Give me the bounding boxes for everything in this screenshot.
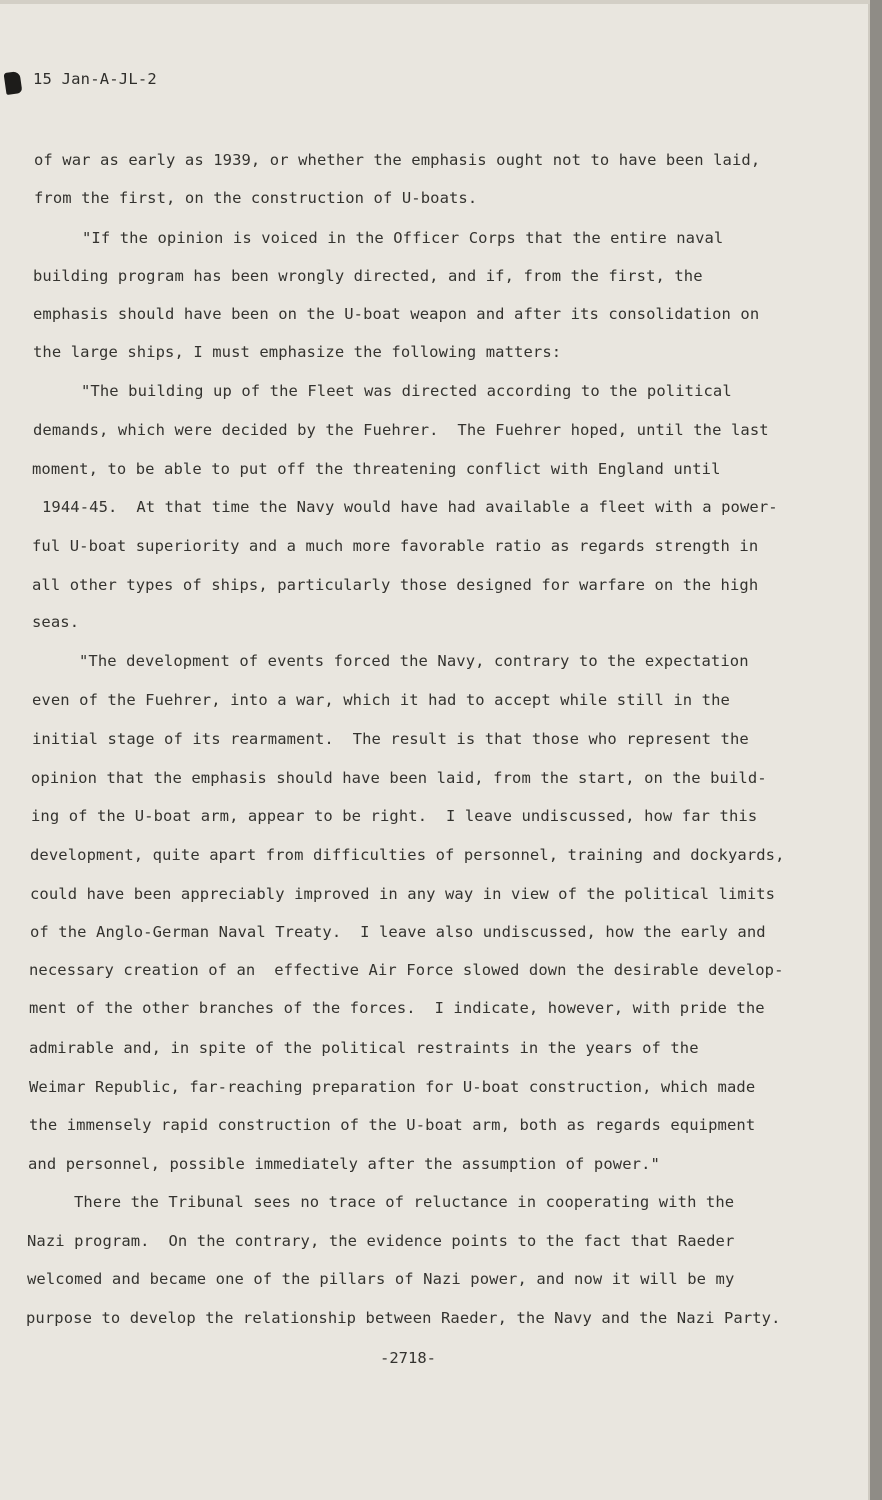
text-line: demands, which were decided by the Fuehrer. The Fuehrer hoped, until the last	[33, 421, 769, 439]
text-line: moment, to be able to put off the threatening conflict with England until	[32, 460, 721, 478]
text-line: necessary creation of an effective Air Force slowed down the desirable develop-	[29, 961, 784, 979]
text-line: all other types of ships, particularly those designed for warfare on the high	[32, 576, 759, 594]
text-line: and personnel, possible immediately after the assumption of power."	[28, 1155, 660, 1173]
text-line: "If the opinion is voiced in the Officer Corps that the entire naval	[82, 229, 724, 247]
text-line: even of the Fuehrer, into a war, which it had to accept while still in the	[32, 691, 730, 709]
text-line: Nazi program. On the contrary, the evidence points to the fact that Raeder	[27, 1232, 735, 1250]
text-line: building program has been wrongly directed, and if, from the first, the	[33, 267, 703, 285]
text-line: purpose to develop the relationship between Raeder, the Navy and the Nazi Party.	[26, 1309, 781, 1327]
page-number: -2718-	[380, 1349, 436, 1367]
text-line: could have been appreciably improved in any way in view of the political limits	[30, 885, 776, 903]
text-line: 1944-45. At that time the Navy would have had available a fleet with a power-	[42, 498, 778, 516]
text-line: the immensely rapid construction of the U-boat arm, both as regards equipment	[29, 1116, 756, 1134]
text-line: from the first, on the construction of U-boats.	[34, 189, 478, 207]
text-line: "The development of events forced the Navy, contrary to the expectation	[79, 652, 749, 670]
paper-top-edge	[0, 0, 870, 4]
text-line: initial stage of its rearmament. The result is that those who represent the	[32, 730, 749, 748]
text-line: of war as early as 1939, or whether the emphasis ought not to have been laid,	[34, 151, 761, 169]
text-line: "The building up of the Fleet was directed according to the political	[81, 382, 732, 400]
text-line: of the Anglo-German Naval Treaty. I leave also undiscussed, how the early and	[30, 923, 766, 941]
text-line: opinion that the emphasis should have been laid, from the start, on the build-	[31, 769, 767, 787]
text-line: ing of the U-boat arm, appear to be right. I leave undiscussed, how far this	[31, 807, 758, 825]
text-line: ment of the other branches of the forces. I indicate, however, with pride the	[29, 999, 765, 1017]
text-line: welcomed and became one of the pillars of Nazi power, and now it will be my	[27, 1270, 735, 1288]
text-line: admirable and, in spite of the political restraints in the years of the	[29, 1039, 699, 1057]
binding-punch-mark	[4, 71, 23, 95]
document-header-code: 15 Jan-A-JL-2	[33, 70, 157, 88]
text-line: There the Tribunal sees no trace of reluctance in cooperating with the	[74, 1193, 735, 1211]
text-line: the large ships, I must emphasize the following matters:	[33, 343, 562, 361]
text-line: ful U-boat superiority and a much more favorable ratio as regards strength in	[32, 537, 759, 555]
text-line: seas.	[32, 613, 80, 631]
text-line: development, quite apart from difficulties of personnel, training and dockyards,	[30, 846, 785, 864]
scan-background-edge	[870, 0, 882, 1500]
text-line: emphasis should have been on the U-boat weapon and after its consolidation on	[33, 305, 760, 323]
text-line: Weimar Republic, far-reaching preparation for U-boat construction, which made	[29, 1078, 756, 1096]
